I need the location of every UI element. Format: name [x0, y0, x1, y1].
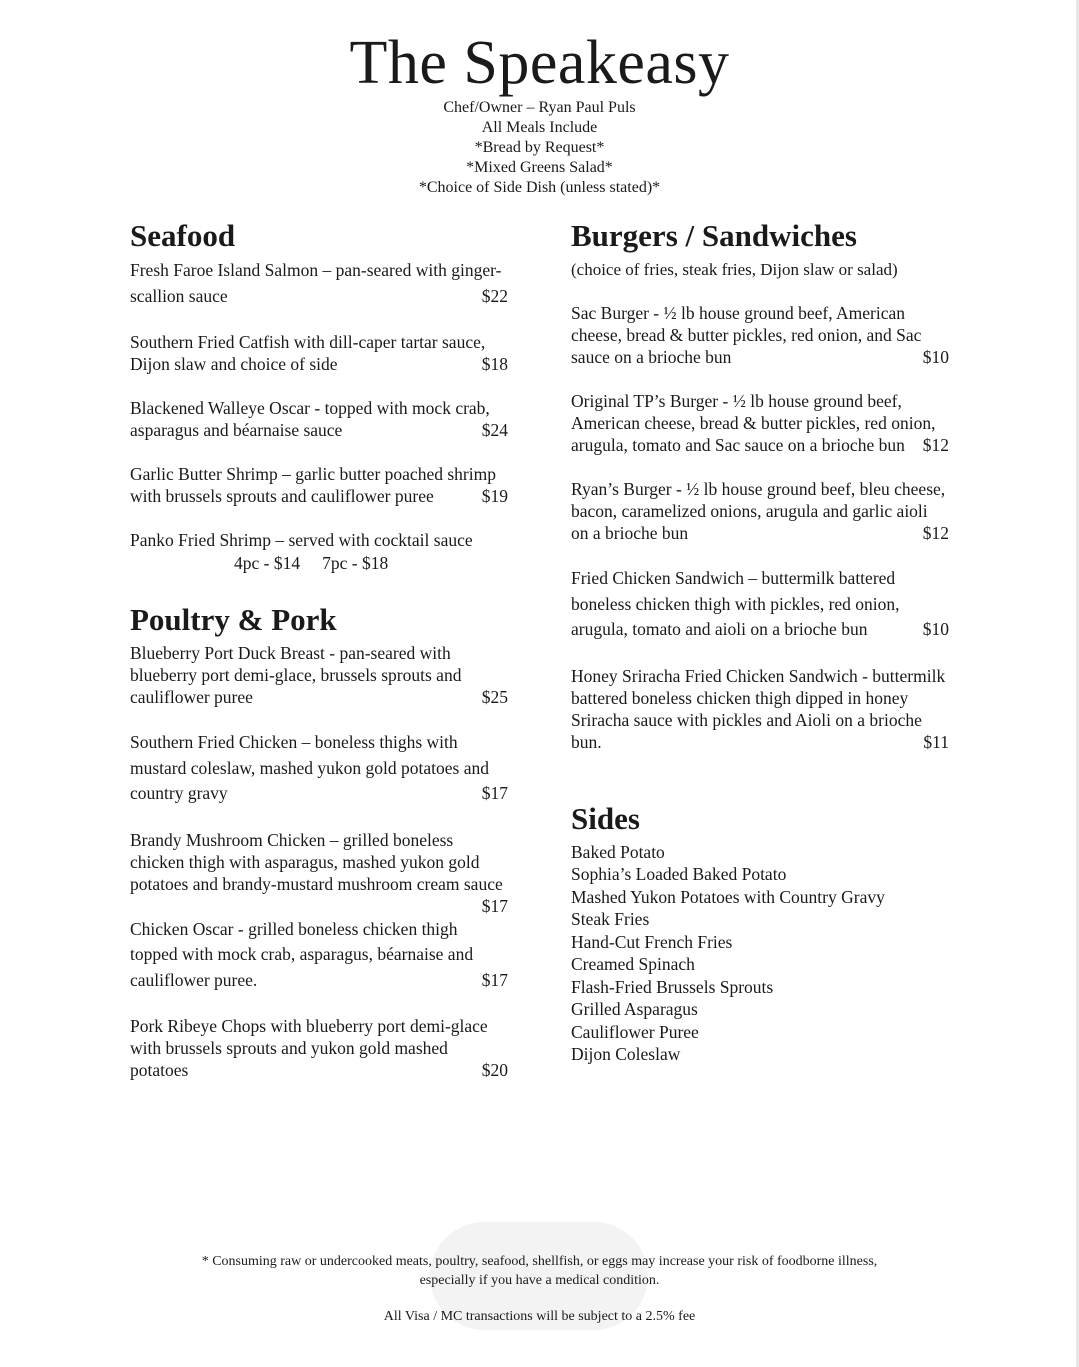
- section-title-sides: Sides: [571, 800, 640, 836]
- item-price: $17: [481, 783, 508, 803]
- food-safety-disclaimer-line2: especially if you have a medical condition.: [419, 1273, 660, 1288]
- item-price: $10: [922, 347, 949, 367]
- item-description: Southern Fried Chicken – boneless thighs with mustard coleslaw, mashed yukon gold potatoes and country gravy: [130, 732, 489, 803]
- menu-item-panko-shrimp: [130, 529, 508, 576]
- item-description: Brandy Mushroom Chicken – grilled boneless chicken thigh with asparagus, mashed yukon gold potatoes and brandy-mustard mushroom cream sauce: [130, 829, 503, 894]
- item-price: $25: [481, 687, 508, 707]
- side-item: Sophia’s Loaded Baked Potato: [571, 864, 787, 884]
- item-description: Honey Sriracha Fried Chicken Sandwich - buttermilk battered boneless chicken thigh dipped in honey Sriracha sauce with pickles and Aioli on a brioche bun.: [571, 665, 946, 752]
- side-choice-line: *Choice of Side Dish (unless stated)*: [418, 179, 661, 196]
- left-column: [130, 218, 508, 1103]
- bread-line: *Bread by Request*: [474, 139, 605, 156]
- menu-item-duck: [130, 642, 508, 708]
- shrimp-options: [234, 551, 508, 576]
- side-item: Dijon Coleslaw: [571, 1044, 681, 1064]
- side-item: Cauliflower Puree: [571, 1021, 699, 1042]
- item-price: $19: [481, 486, 508, 506]
- shrimp-option-4pc: 4pc - $14: [234, 553, 301, 573]
- item-description: Sac Burger - ½ lb house ground beef, American cheese, bread & butter pickles, red onion, and Sac sauce on a brioche bun: [571, 303, 922, 367]
- side-item: Grilled Asparagus: [571, 999, 698, 1019]
- item-description: Fresh Faroe Island Salmon – pan-seared with ginger-scallion sauce: [130, 260, 502, 306]
- item-price: $17: [481, 969, 508, 990]
- side-item: Mashed Yukon Potatoes with Country Gravy: [571, 886, 885, 907]
- menu-item-brandy-chicken: [130, 829, 508, 916]
- salad-line: *Mixed Greens Salad*: [466, 159, 613, 176]
- food-safety-disclaimer-line1: * Consuming raw or undercooked meats, poultry, seafood, shellfish, or eggs may increase your risk of foodborne illness,: [201, 1254, 878, 1269]
- section-title-poultry: Poultry & Pork: [130, 602, 337, 637]
- side-item: Baked Potato: [571, 841, 665, 862]
- item-description: Garlic Butter Shrimp – garlic butter poached shrimp with brussels sprouts and cauliflower puree: [130, 464, 496, 506]
- item-price: $17: [481, 895, 508, 916]
- menu-item-garlic-shrimp: [130, 463, 508, 507]
- item-price: $18: [481, 354, 508, 374]
- item-description: Southern Fried Catfish with dill-caper tartar sauce, Dijon slaw and choice of side: [130, 332, 486, 374]
- menu-item-pork-chops: [130, 1015, 508, 1081]
- card-fee-notice: All Visa / MC transactions will be subject to a 2.5% fee: [383, 1309, 696, 1324]
- item-price: $10: [922, 619, 949, 639]
- menu-item-sac-burger: [571, 302, 949, 368]
- chef-line: Chef/Owner – Ryan Paul Puls: [443, 99, 636, 116]
- item-description: Original TP’s Burger - ½ lb house ground beef, American cheese, bread & butter pickles, red onion, arugula, tomato and Sac sauce on a brioche bun: [571, 391, 936, 455]
- item-description: Panko Fried Shrimp – served with cocktail sauce: [130, 530, 473, 550]
- item-price: $12: [922, 435, 949, 455]
- side-item: Hand-Cut French Fries: [571, 931, 733, 952]
- item-price: $22: [481, 285, 508, 306]
- item-description: Ryan’s Burger - ½ lb house ground beef, bleu cheese, bacon, caramelized onions, arugula and garlic aioli on a brioche bun: [571, 479, 946, 543]
- burgers-side-note: (choice of fries, steak fries, Dijon slaw or salad): [571, 260, 898, 279]
- section-title-burgers: Burgers / Sandwiches: [571, 218, 857, 253]
- menu-item-catfish: [130, 331, 508, 375]
- meals-include-line: All Meals Include: [481, 119, 598, 136]
- menu-item-chicken-oscar: [130, 917, 508, 994]
- side-item: Creamed Spinach: [571, 954, 695, 974]
- menu-item-ryans-burger: [571, 478, 949, 544]
- item-price: $11: [923, 731, 949, 752]
- shrimp-option-7pc: 7pc - $18: [322, 553, 389, 573]
- side-item: Steak Fries: [571, 909, 650, 929]
- item-price: $20: [481, 1060, 508, 1080]
- right-column: [571, 218, 949, 1066]
- item-price: $12: [922, 523, 949, 543]
- menu-header: [0, 28, 1079, 198]
- menu-item-walleye: [130, 397, 508, 441]
- restaurant-title: The Speakeasy: [349, 29, 730, 97]
- section-title-seafood: Seafood: [130, 218, 236, 253]
- menu-item-honey-sriracha-sandwich: [571, 665, 949, 753]
- menu-item-salmon: [130, 258, 508, 309]
- menu-footer: [0, 1252, 1079, 1326]
- item-description: Chicken Oscar - grilled boneless chicken thigh topped with mock crab, asparagus, béarnaise and cauliflower puree.: [130, 918, 474, 990]
- menu-item-fried-chicken-sandwich: [571, 566, 949, 643]
- item-description: Pork Ribeye Chops with blueberry port demi-glace with brussels sprouts and yukon gold mashed potatoes: [130, 1016, 488, 1080]
- item-description: Fried Chicken Sandwich – buttermilk battered boneless chicken thigh with pickles, red onion, arugula, tomato and aioli on a brioche bun: [571, 568, 900, 639]
- item-description: Blackened Walleye Oscar - topped with mock crab, asparagus and béarnaise sauce: [130, 398, 490, 440]
- menu-item-tp-burger: [571, 390, 949, 456]
- item-price: $24: [481, 420, 508, 440]
- menu-item-fried-chicken: [130, 730, 508, 807]
- item-description: Blueberry Port Duck Breast - pan-seared with blueberry port demi-glace, brussels sprouts and cauliflower puree: [130, 643, 462, 707]
- side-item: Flash-Fried Brussels Sprouts: [571, 976, 774, 997]
